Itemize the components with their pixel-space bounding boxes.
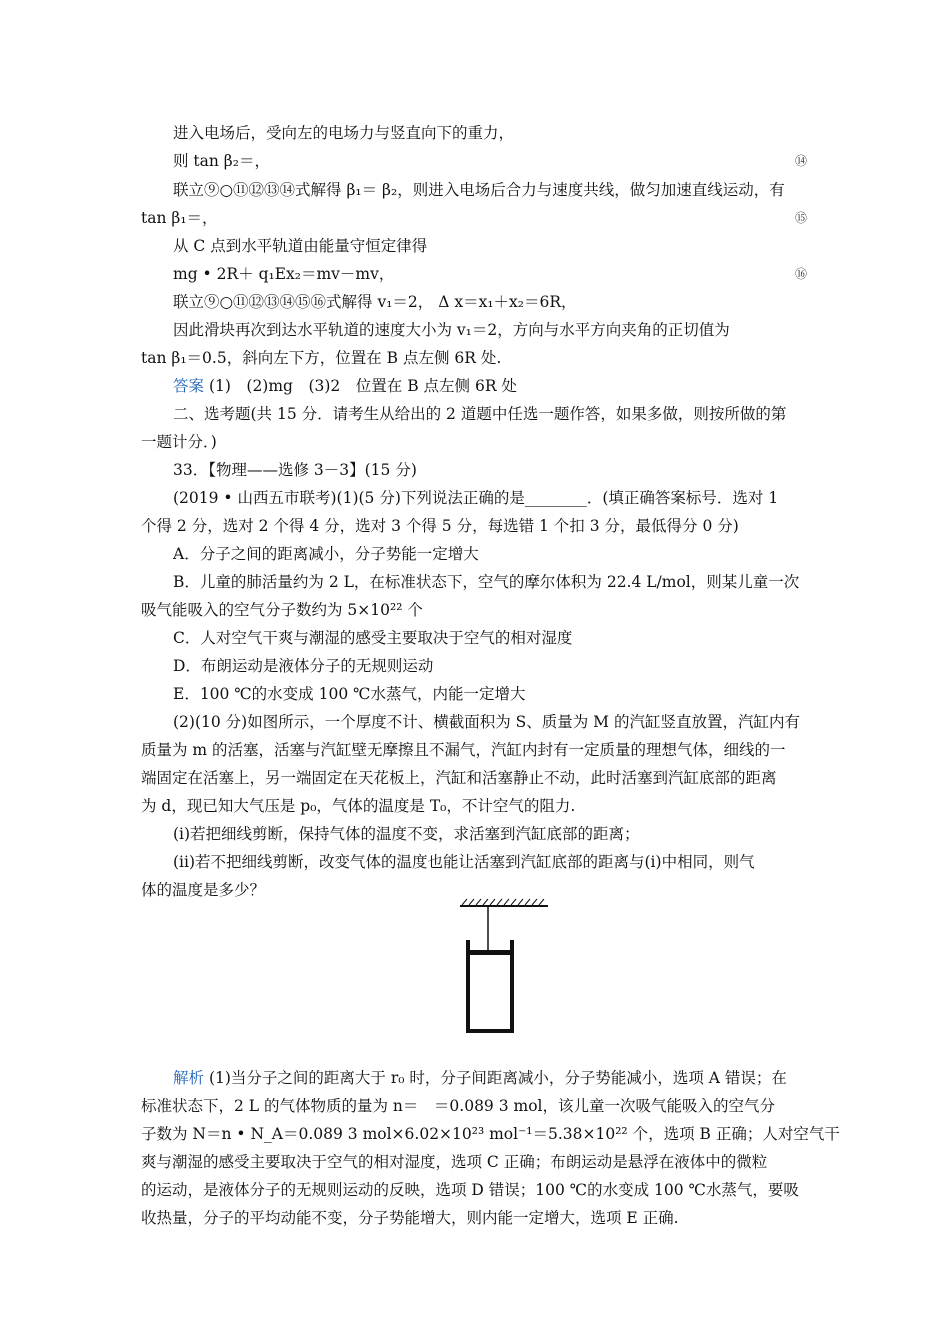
- equation-line: mg • 2R＋ q₁Ex₂＝mv－mv， ⑯: [173, 264, 811, 284]
- solution-line: 解析 (1)当分子之间的距离大于 r₀ 时，分子间距离减小，分子势能减小，选项 A 错误；在: [173, 1069, 787, 1087]
- equation-line: tan β₁＝， ⑮: [141, 208, 811, 228]
- text-line: 体的温度是多少？: [141, 881, 266, 899]
- text-line: (ii)若不把细线剪断，改变气体的温度也能让活塞到汽缸底部的距离与(i)中相同，则气: [173, 853, 755, 871]
- text-line: (i)若把细线剪断，保持气体的温度不变，求活塞到汽缸底部的距离；: [173, 825, 640, 843]
- question-heading: 33．【物理——选修 3－3】(15 分): [173, 461, 417, 479]
- text-line: 联立⑨○⑪⑫⑬⑭式解得 β₁＝ β₂，则进入电场后合力与速度共线，做匀加速直线运动，有: [173, 181, 785, 199]
- equation-line: 则 tan β₂＝， ⑭: [173, 151, 811, 171]
- text-line: 端固定在活塞上，另一端固定在天花板上，汽缸和活塞静止不动，此时活塞到汽缸底部的距离: [141, 769, 777, 787]
- equation-number: ⑮: [794, 211, 807, 225]
- text-line: 质量为 m 的活塞，活塞与汽缸壁无摩擦且不漏气，汽缸内封有一定质量的理想气体，细线的一: [141, 741, 786, 759]
- text-line: (2019 • 山西五市联考)(1)(5 分)下列说法正确的是________．(填正确答案标号．选对 1: [173, 489, 779, 507]
- text-line: 标准状态下，2 L 的气体物质的量为 n＝ ＝0.089 3 mol，该儿童一次吸气能吸入的空气分: [141, 1097, 775, 1115]
- option-b: B．儿童的肺活量约为 2 L，在标准状态下，空气的摩尔体积为 22.4 L/mol，则某儿童一次: [173, 573, 800, 591]
- option-a: A．分子之间的距离减小，分子势能一定增大: [173, 545, 479, 563]
- text-line: 吸气能吸入的空气分子数约为 5×10²² 个: [141, 601, 423, 619]
- equation-number: ⑯: [794, 267, 807, 281]
- text-line: 联立⑨○⑪⑫⑬⑭⑮⑯式解得 v₁＝2， Δ x＝x₁＋x₂＝6R，: [173, 293, 577, 311]
- text-line: 从 C 点到水平轨道由能量守恒定律得: [173, 237, 428, 255]
- text-line: (2)(10 分)如图所示，一个厚度不计、横截面积为 S、质量为 M 的汽缸竖直放置，汽缸内有: [173, 713, 800, 731]
- text-line: 为 d，现已知大气压是 p₀，气体的温度是 T₀，不计空气的阻力.: [141, 797, 576, 815]
- cylinder-piston-figure: [458, 898, 558, 1038]
- text-line: 二、选考题(共 15 分．请考生从给出的 2 道题中任选一题作答，如果多做，则按所做的第: [173, 405, 787, 423]
- text-line: tan β₁＝0.5，斜向左下方，位置在 B 点左侧 6R 处.: [141, 349, 502, 367]
- text-line: 进入电场后，受向左的电场力与竖直向下的重力，: [173, 124, 515, 142]
- text-line: 收热量，分子的平均动能不变，分子势能增大，则内能一定增大，选项 E 正确.: [141, 1209, 679, 1227]
- text-line: 爽与潮湿的感受主要取决于空气的相对湿度，选项 C 正确；布朗运动是悬浮在液体中的微粒: [141, 1153, 768, 1171]
- text-line: 子数为 N＝n • N_A＝0.089 3 mol×6.02×10²³ mol⁻¹＝5.38×10²² 个，选项 B 正确；人对空气干: [141, 1125, 840, 1143]
- answer-line: 答案 (1) (2)mg (3)2 位置在 B 点左侧 6R 处: [173, 377, 517, 395]
- answer-label: 答案: [173, 377, 205, 395]
- option-d: D．布朗运动是液体分子的无规则运动: [173, 657, 434, 675]
- option-e: E．100 ℃的水变成 100 ℃水蒸气，内能一定增大: [173, 685, 526, 703]
- option-c: C．人对空气干爽与潮湿的感受主要取决于空气的相对湿度: [173, 629, 573, 647]
- solution-label: 解析: [173, 1069, 205, 1087]
- ceiling-hatching: [462, 899, 544, 905]
- text-line: 一题计分．): [141, 433, 217, 451]
- piston: [468, 950, 512, 955]
- text-line: 个得 2 分，选对 2 个得 4 分，选对 3 个得 5 分，每选错 1 个扣 3 分，最低得分 0 分): [141, 517, 739, 535]
- text-line: 因此滑块再次到达水平轨道的速度大小为 v₁＝2，方向与水平方向夹角的正切值为: [173, 321, 730, 339]
- text-line: 的运动，是液体分子的无规则运动的反映，选项 D 错误；100 ℃的水变成 100 ℃水蒸气，要吸: [141, 1181, 799, 1199]
- equation-number: ⑭: [794, 154, 807, 168]
